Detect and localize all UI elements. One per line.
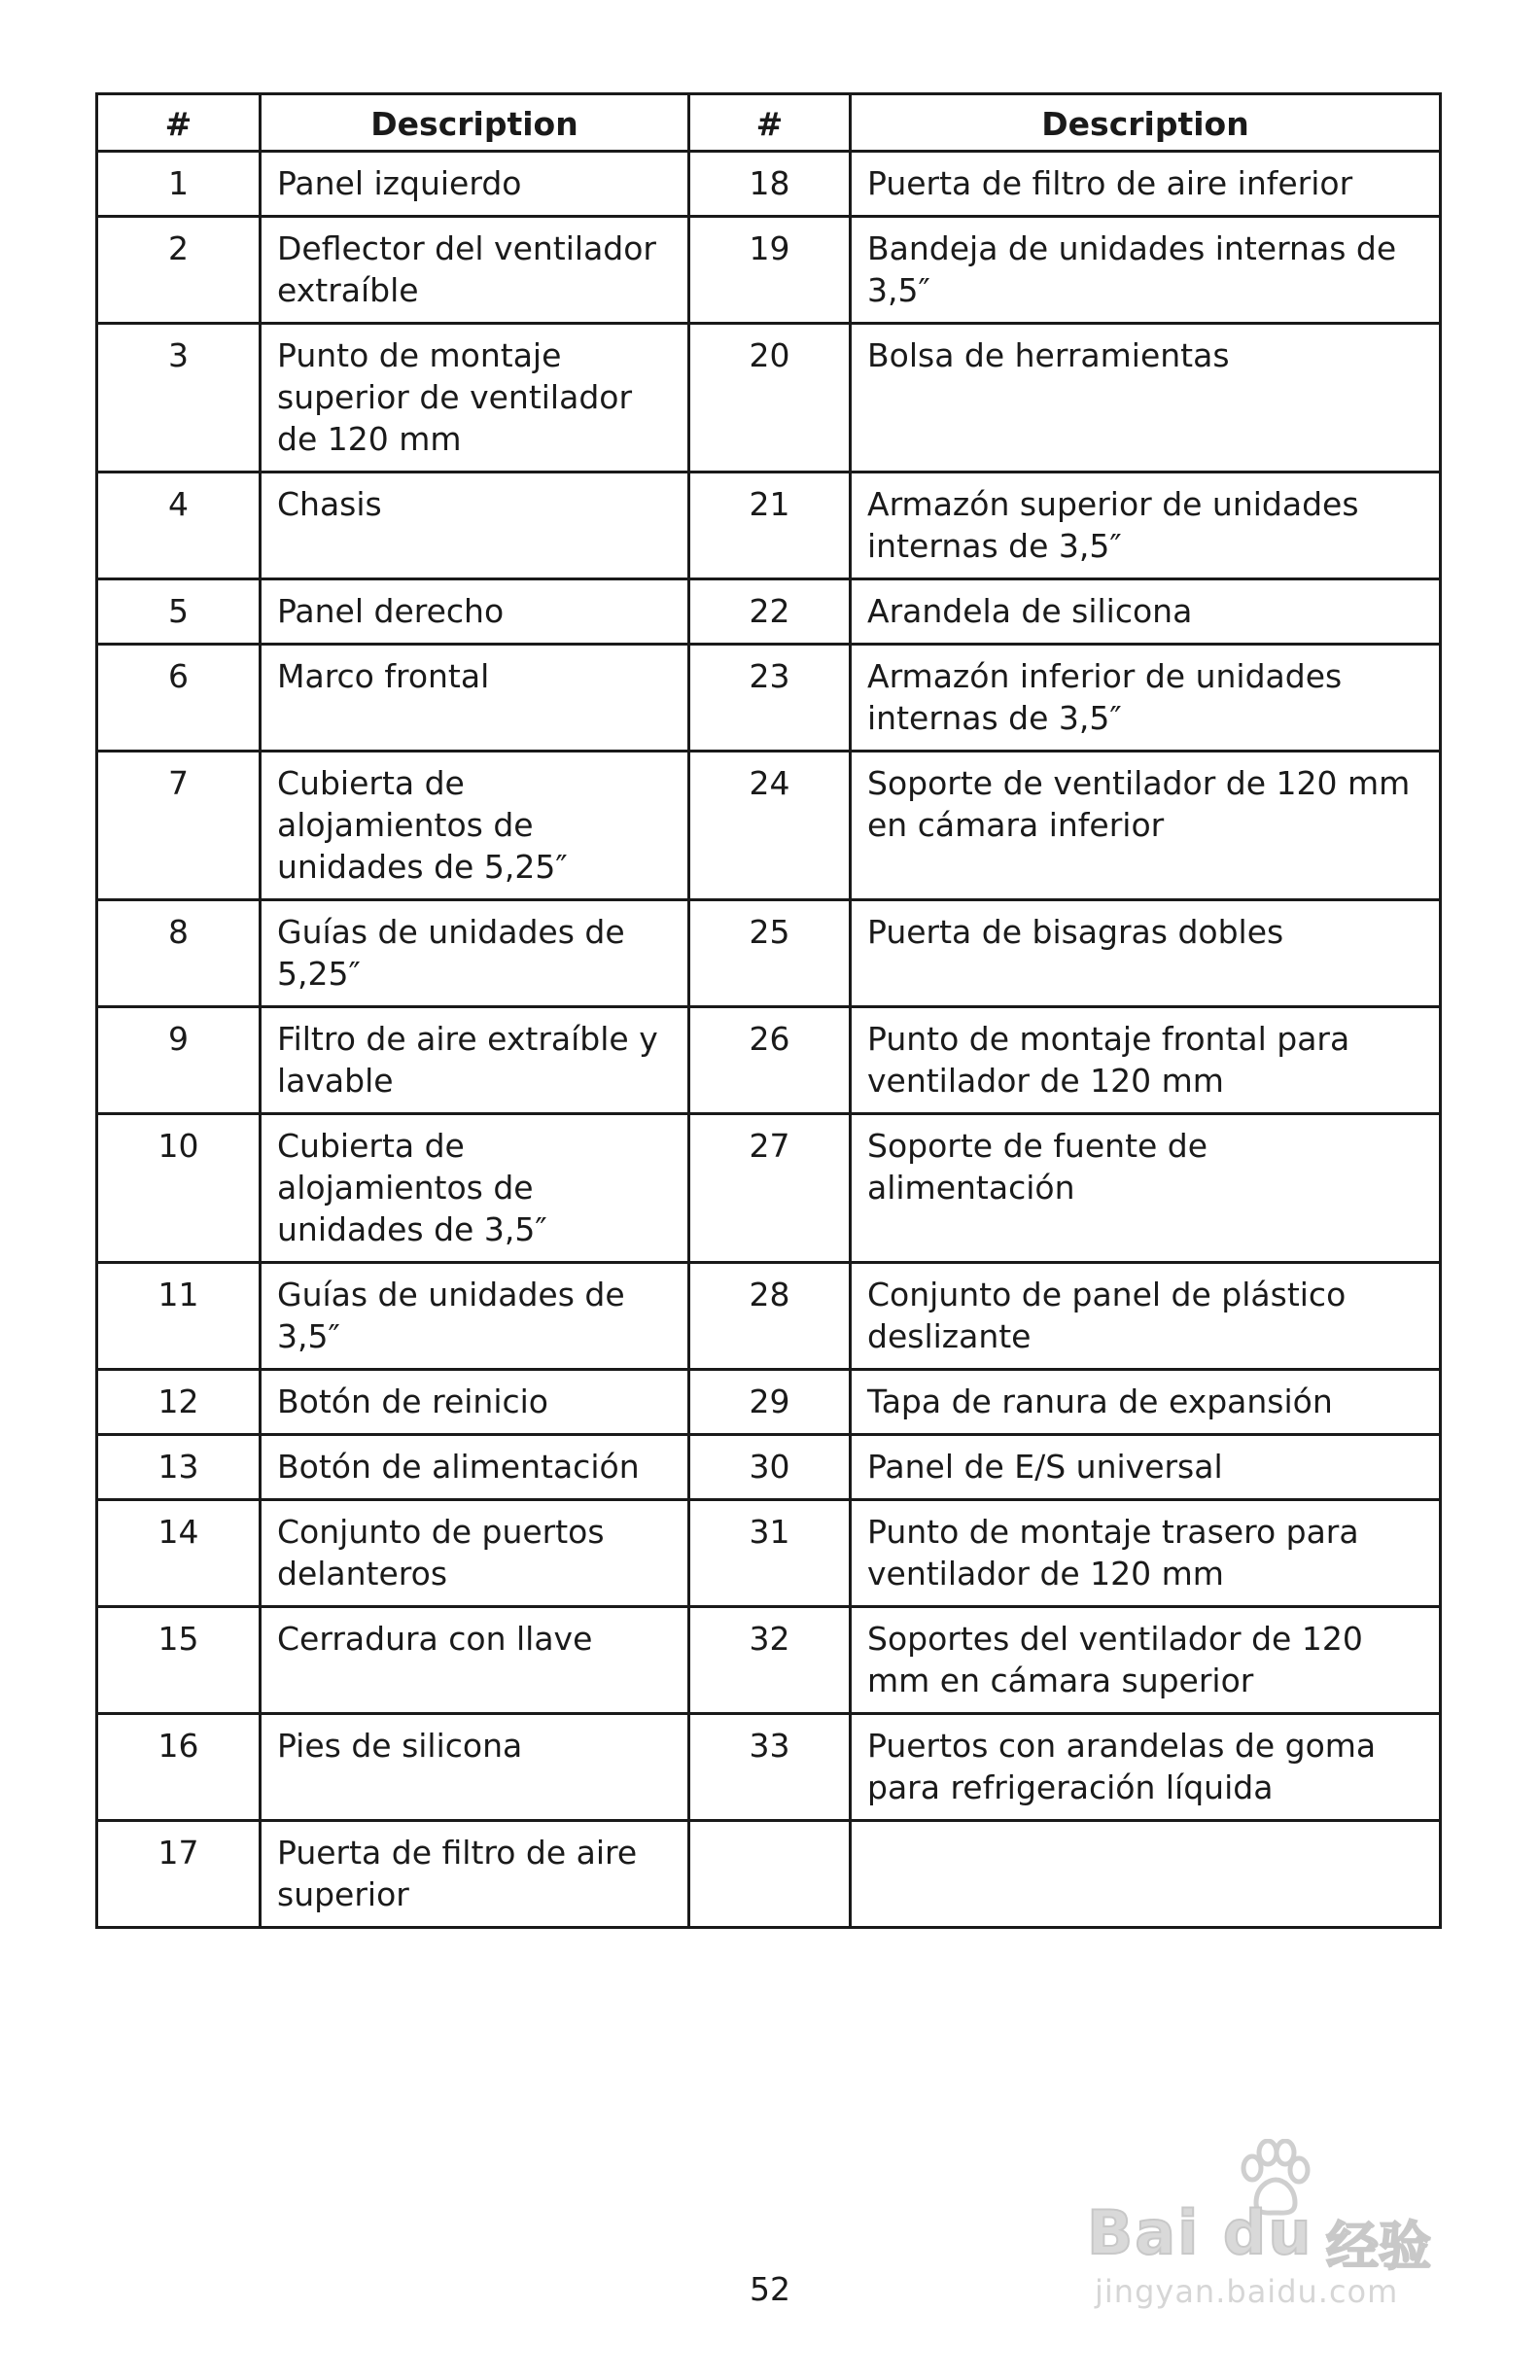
item-description-right [851, 1821, 1441, 1928]
table-header-row [97, 94, 1441, 152]
item-description-left: Punto de montaje superior de ventilador de 120 mm [261, 324, 689, 472]
item-description-left: Cerradura con llave [261, 1607, 689, 1714]
table-row [97, 152, 1441, 217]
item-number-left: 11 [97, 1263, 261, 1370]
item-number-left: 13 [97, 1435, 261, 1500]
table-row [97, 1435, 1441, 1500]
header-description-left: Description [261, 94, 689, 152]
table-row [97, 1370, 1441, 1435]
item-description-left: Panel derecho [261, 579, 689, 645]
item-number-left: 7 [97, 752, 261, 900]
item-description-right: Tapa de ranura de expansión [851, 1370, 1441, 1435]
item-description-right: Puertos con arandelas de goma para refrigeración líquida [851, 1714, 1441, 1821]
table-row [97, 752, 1441, 900]
item-description-left: Puerta de filtro de aire superior [261, 1821, 689, 1928]
table-body [97, 152, 1441, 1928]
item-number-left: 10 [97, 1114, 261, 1263]
table-row [97, 1263, 1441, 1370]
page-number: 52 [750, 2270, 790, 2308]
item-number-right: 26 [689, 1007, 851, 1114]
item-description-right: Punto de montaje frontal para ventilador de 120 mm [851, 1007, 1441, 1114]
item-description-left: Conjunto de puertos delanteros [261, 1500, 689, 1607]
item-number-left: 3 [97, 324, 261, 472]
item-number-right: 19 [689, 217, 851, 324]
item-description-left: Cubierta de alojamientos de unidades de 3,5″ [261, 1114, 689, 1263]
item-number-left: 16 [97, 1714, 261, 1821]
table-row [97, 645, 1441, 752]
item-number-left: 12 [97, 1370, 261, 1435]
item-description-left: Panel izquierdo [261, 152, 689, 217]
item-number-right: 22 [689, 579, 851, 645]
item-description-left: Guías de unidades de 5,25″ [261, 900, 689, 1007]
baidu-jingyan-watermark [1087, 2139, 1466, 2333]
header-description-right: Description [851, 94, 1441, 152]
item-number-right: 29 [689, 1370, 851, 1435]
watermark-brand: Bai du [1087, 2197, 1313, 2268]
item-number-left: 2 [97, 217, 261, 324]
table-row [97, 1607, 1441, 1714]
watermark-site: jingyan.baidu.com [1095, 2273, 1399, 2310]
item-description-right: Conjunto de panel de plástico deslizante [851, 1263, 1441, 1370]
item-number-right: 20 [689, 324, 851, 472]
item-number-right: 25 [689, 900, 851, 1007]
item-description-right: Soporte de fuente de alimentación [851, 1114, 1441, 1263]
table-row [97, 1007, 1441, 1114]
item-number-right: 33 [689, 1714, 851, 1821]
item-number-right: 21 [689, 472, 851, 579]
item-description-left: Cubierta de alojamientos de unidades de 5,25″ [261, 752, 689, 900]
item-number-right: 32 [689, 1607, 851, 1714]
item-description-right: Bandeja de unidades internas de 3,5″ [851, 217, 1441, 324]
item-description-left: Chasis [261, 472, 689, 579]
table-row [97, 217, 1441, 324]
item-number-left: 4 [97, 472, 261, 579]
table-row [97, 579, 1441, 645]
table-row [97, 1714, 1441, 1821]
item-number-left: 8 [97, 900, 261, 1007]
item-description-left: Marco frontal [261, 645, 689, 752]
item-description-right: Armazón superior de unidades internas de 3,5″ [851, 472, 1441, 579]
item-description-right: Puerta de filtro de aire inferior [851, 152, 1441, 217]
header-number-right: # [689, 94, 851, 152]
item-description-left: Botón de reinicio [261, 1370, 689, 1435]
item-description-right: Bolsa de herramientas [851, 324, 1441, 472]
item-description-left: Filtro de aire extraíble y lavable [261, 1007, 689, 1114]
item-number-right: 23 [689, 645, 851, 752]
table-row [97, 472, 1441, 579]
table-row [97, 900, 1441, 1007]
header-number-left: # [97, 94, 261, 152]
item-number-left: 9 [97, 1007, 261, 1114]
table-row [97, 1821, 1441, 1928]
item-description-right: Punto de montaje trasero para ventilador de 120 mm [851, 1500, 1441, 1607]
item-number-left: 14 [97, 1500, 261, 1607]
table-row [97, 324, 1441, 472]
item-description-left: Botón de alimentación [261, 1435, 689, 1500]
item-description-right: Panel de E/S universal [851, 1435, 1441, 1500]
parts-table [95, 92, 1442, 1929]
item-number-right: 28 [689, 1263, 851, 1370]
item-number-left: 6 [97, 645, 261, 752]
item-description-right: Soporte de ventilador de 120 mm en cámara inferior [851, 752, 1441, 900]
watermark-brand-cn: 经验 [1326, 2216, 1431, 2277]
item-description-left: Guías de unidades de 3,5″ [261, 1263, 689, 1370]
item-number-right: 31 [689, 1500, 851, 1607]
table-row [97, 1500, 1441, 1607]
item-description-right: Puerta de bisagras dobles [851, 900, 1441, 1007]
item-description-left: Deflector del ventilador extraíble [261, 217, 689, 324]
item-number-right [689, 1821, 851, 1928]
item-number-left: 1 [97, 152, 261, 217]
item-number-right: 18 [689, 152, 851, 217]
item-description-left: Pies de silicona [261, 1714, 689, 1821]
item-number-left: 15 [97, 1607, 261, 1714]
item-number-right: 27 [689, 1114, 851, 1263]
table-row [97, 1114, 1441, 1263]
item-number-left: 5 [97, 579, 261, 645]
item-description-right: Soportes del ventilador de 120 mm en cámara superior [851, 1607, 1441, 1714]
item-number-right: 24 [689, 752, 851, 900]
item-number-left: 17 [97, 1821, 261, 1928]
item-description-right: Armazón inferior de unidades internas de 3,5″ [851, 645, 1441, 752]
item-number-right: 30 [689, 1435, 851, 1500]
item-description-right: Arandela de silicona [851, 579, 1441, 645]
